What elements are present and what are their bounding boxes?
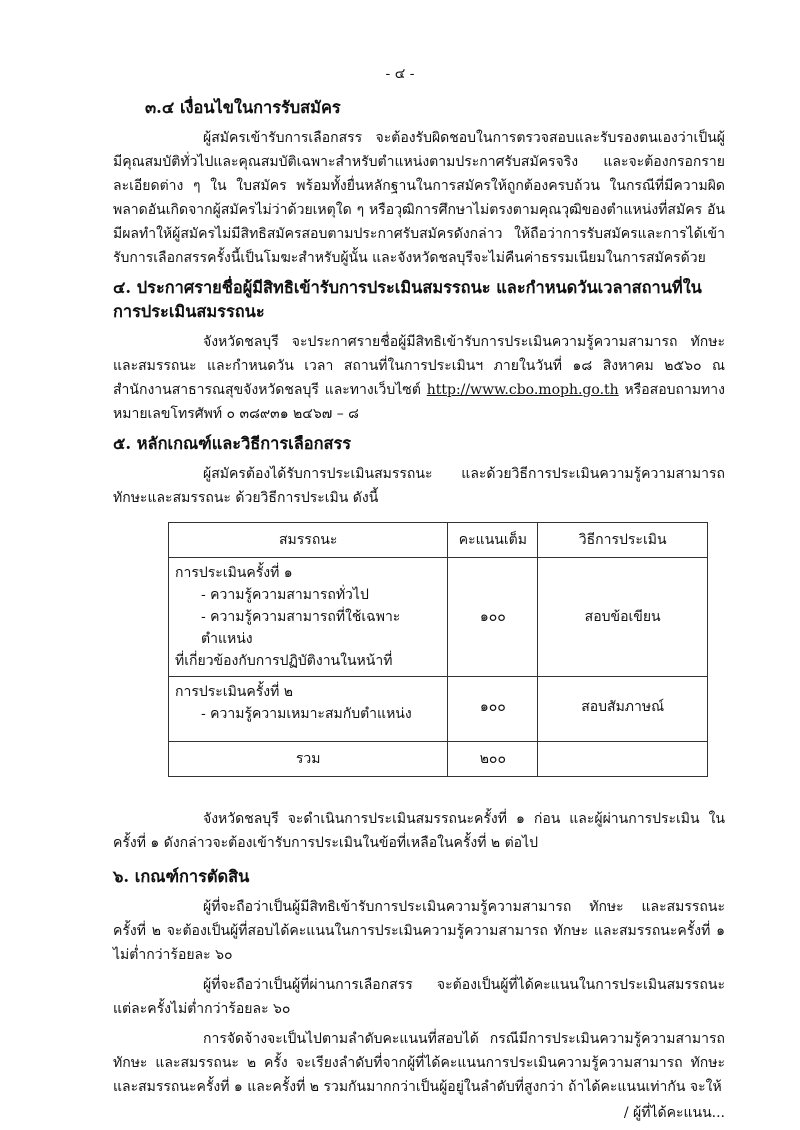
round-2-item-suitability: - ความรู้ความเหมาะสมกับตำแหน่ง — [201, 706, 412, 722]
header-method: วิธีการประเมิน — [538, 523, 708, 558]
section-4-phone-text: หรือสอบถามทางหมายเลขโทรศัพท์ ๐ ๓๘๙๓๑ ๒๔๖๗ – ๘ — [113, 382, 725, 422]
section-6-para-2: ผู้ที่จะถือว่าเป็นผู้ที่ผ่านการเลือกสรร จะต้องเป็นผู้ที่ได้คะแนนในการประเมินสมรรถนะแต่ละครั้งไม่ต่ำกว่าร้อยละ ๖๐ — [113, 977, 725, 1017]
round-1-score: ๑๐๐ — [448, 558, 538, 677]
round-2-score: ๑๐๐ — [448, 677, 538, 742]
continuation-marker: / ผู้ที่ได้คะแนน... — [623, 1105, 725, 1121]
table-row-total — [169, 742, 708, 777]
total-label: รวม — [169, 742, 448, 777]
header-competency: สมรรถนะ — [169, 523, 448, 558]
round-1-method: สอบข้อเขียน — [538, 558, 708, 677]
round-1-title: การประเมินครั้งที่ ๑ — [175, 565, 293, 581]
section-6-para-3: การจัดจ้างจะเป็นไปตามลำดับคะแนนที่สอบได้ กรณีมีการประเมินความรู้ความสามารถทักษะ และสมรรถนะ ๒ ครั้ง จะเรียงลำดับที่จากผู้ที่ได้คะแนนการประเมินความรู้ความสามารถ ทักษะและสมรรถนะครั้งที่ ๑ และครั้งที่ ๒ รวมกันมากกว่าเป็นผู้อยู่ในลำดับที่สูงกว่า ถ้าได้คะแนนเท่ากัน จะให้ — [113, 1031, 725, 1095]
total-method — [538, 742, 708, 777]
round-1-item-specific-cont: ที่เกี่ยวข้องกับการปฏิบัติงานในหน้าที่ — [175, 653, 393, 669]
round-1-item-general: - ความรู้ความสามารถทั่วไป — [201, 587, 369, 603]
table-row-round-2 — [169, 677, 708, 742]
round-1-item-specific: - ความรู้ความสามารถที่ใช้เฉพาะตำแหน่ง — [201, 609, 401, 647]
section-4-body — [113, 330, 725, 426]
section-5-heading: ๕. หลักเกณฑ์และวิธีการเลือกสรร — [113, 434, 352, 453]
page-number: - ๔ - — [385, 66, 415, 82]
section-4-heading: ๔. ประกาศรายชื่อผู้มีสิทธิเข้ารับการประเมินสมรรถนะ และกำหนดวันเวลาสถานที่ในการประเมินสมรรถนะ — [113, 278, 702, 321]
table-row-round-1 — [169, 558, 708, 677]
section-6-para-1: ผู้ที่จะถือว่าเป็นผู้มีสิทธิเข้ารับการประเมินความรู้ความสามารถ ทักษะ และสมรรถนะ ครั้งที่ ๒ จะต้องเป็นผู้ที่สอบได้คะแนนในการประเมินความรู้ความสามารถ ทักษะ และสมรรถนะครั้งที่ ๑ ไม่ต่ำกว่าร้อยละ ๖๐ — [113, 899, 725, 963]
assessment-table — [168, 522, 708, 777]
round-2-title: การประเมินครั้งที่ ๒ — [175, 684, 293, 700]
table-header-row — [169, 523, 708, 558]
header-full-score: คะแนนเต็ม — [448, 523, 538, 558]
round-2-competency — [169, 677, 448, 742]
round-2-method: สอบสัมภาษณ์ — [538, 677, 708, 742]
section-4-text: จังหวัดชลบุรี จะประกาศรายชื่อผู้มีสิทธิเข้ารับการประเมินความรู้ความสามารถ ทักษะและสมรรถนะ และกำหนดวัน เวลา สถานที่ในการประเมินฯ ภายในวันที่ ๑๘ สิงหาคม ๒๕๖๐ ณ สำนักงานสาธารณสุขจังหวัดชลบุรี และทางเว็บไซต์ — [113, 334, 725, 398]
round-1-competency — [169, 558, 448, 677]
section-6-heading: ๖. เกณฑ์การตัดสิน — [113, 867, 250, 886]
section-3-4-heading: ๓.๔ เงื่อนไขในการรับสมัคร — [145, 98, 341, 117]
section-3-4 — [113, 96, 725, 270]
document-body — [113, 96, 725, 1125]
section-5 — [113, 432, 725, 855]
section-6 — [113, 865, 725, 1125]
website-link[interactable]: http://www.cbo.moph.go.th — [426, 382, 619, 398]
section-5-after-table: จังหวัดชลบุรี จะดำเนินการประเมินสมรรถนะครั้งที่ ๑ ก่อน และผู้ผ่านการประเมิน ในครั้งที่ ๑ ดังกล่าวจะต้องเข้ารับการประเมินในข้อที่เหลือในครั้งที่ ๒ ต่อไป — [113, 811, 725, 851]
section-4 — [113, 276, 725, 426]
section-3-4-body: ผู้สมัครเข้ารับการเลือกสรร จะต้องรับผิดชอบในการตรวจสอบและรับรองตนเองว่าเป็นผู้มีคุณสมบัติทั่วไปและคุณสมบัติเฉพาะสำหรับตำแหน่งตามประกาศรับสมัครจริง และจะต้องกรอกรายละเอียดต่าง ๆ ใน ใบสมัคร พร้อมทั้งยื่นหลักฐานในการสมัครให้ถูกต้องครบถ้วน ในกรณีที่มีความผิดพลาดอันเกิดจากผู้สมัครไม่ว่าด้วยเหตุใด ๆ หรือวุฒิการศึกษาไม่ตรงตามคุณวุฒิของตำแหน่งที่สมัคร อันมีผลทำให้ผู้สมัครไม่มีสิทธิสมัครสอบตามประกาศรับสมัครดังกล่าว ให้ถือว่าการรับสมัครและการได้เข้ารับการเลือกสรรครั้งนี้เป็นโมฆะสำหรับผู้นั้น และจังหวัดชลบุรีจะไม่คืนค่าธรรมเนียมในการสมัครด้วย — [113, 130, 725, 266]
section-5-body: ผู้สมัครต้องได้รับการประเมินสมรรถนะ และด้วยวิธีการประเมินความรู้ความสามารถ ทักษะและสมรรถนะ ด้วยวิธีการประเมิน ดังนี้ — [113, 466, 725, 506]
total-score: ๒๐๐ — [448, 742, 538, 777]
